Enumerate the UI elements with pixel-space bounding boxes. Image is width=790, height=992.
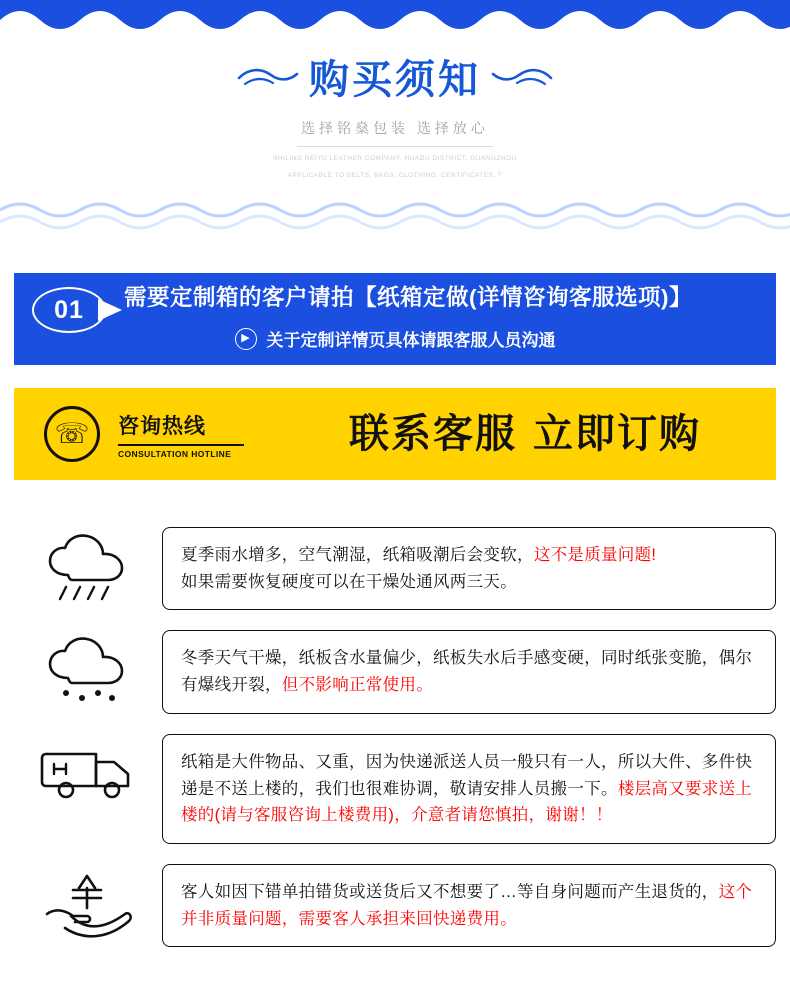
note-text-highlight: 这不是质量问题! [533,546,657,564]
page-subtitle: 选择铭燊包装 选择放心 [301,120,489,136]
hotline-label-cn: 咨询热线 [118,415,206,438]
top-wave-decoration [0,0,790,40]
play-arrow-icon: ▶ [235,328,257,350]
hotline-divider [118,444,244,446]
note-text [162,630,776,713]
swirl-left-icon [237,65,299,96]
note-text-highlight: 楼层高又要求送上楼的(请与客服咨询上楼费用)，介意者请您慎拍，谢谢！！ [181,779,753,825]
note-text [162,864,776,947]
note-text [162,734,776,844]
note-text-highlight: 这个并非质量问题，需要客人承担来回快递费用。 [181,883,753,928]
blue-banner-subline-row [14,326,776,351]
hotline-block [118,410,278,459]
blue-notice-banner [14,273,776,365]
hotline-call-to-action: 联系客服 立即订购 [349,411,701,457]
hand-money-icon [14,864,162,940]
note-text-part: 冬季天气干燥，纸板含水量偏少，纸板失水后手感变硬，同时纸张变脆，偶尔有爆线开裂， [181,649,753,695]
note-text-part: 纸箱是大件物品、又重，因为快递派送人员一般只有一人，所以大件、多件快递是不送上楼的，我们也很难协调，敬请安排人员搬一下。 [181,752,753,798]
note-row [14,734,776,844]
hotline-label-en: CONSULTATION HOTLINE [118,448,232,459]
english-caption-line1: SHILING REIYU LEATHER COMPANY, HUADU DISTRICT, GUANGZHOU [273,155,517,162]
blue-banner-headline: 需要定制箱的客户请拍【纸箱定做(详情咨询客服选项)】 [124,285,692,310]
swirl-right-icon [491,65,553,96]
note-row [14,630,776,713]
page-header [0,58,790,181]
yellow-hotline-banner [14,388,776,480]
english-caption-line2: APPLICABLE TO BELTS, BAGS, CLOTHING, CERTIFICATES, T [287,171,503,179]
snow-cloud-icon [14,630,162,706]
note-text-part: 夏季雨水增多，空气潮湿，纸箱吸潮后会变软， [181,546,534,564]
mid-wave-decoration [0,196,790,230]
note-text-highlight: 但不影响正常使用。 [281,676,434,695]
note-text-part: 客人如因下错单拍错货或送货后又不想要了…等自身问题而产生退货的， [181,883,719,902]
delivery-truck-icon [14,734,162,806]
subtitle-divider [297,146,493,147]
notes-list [14,527,776,967]
page-title: 购买须知 [309,57,481,103]
blue-banner-subline: 关于定制详情页具体请跟客服人员沟通 [266,331,556,350]
title-row [0,58,790,102]
badge-number: 01 [54,295,84,324]
note-row [14,527,776,610]
phone-icon: ☏ [44,406,100,462]
note-row [14,864,776,947]
note-text [162,527,776,610]
note-text-part: 如果需要恢复硬度可以在干燥处通风两三天。 [181,572,517,591]
rain-cloud-icon [14,527,162,603]
